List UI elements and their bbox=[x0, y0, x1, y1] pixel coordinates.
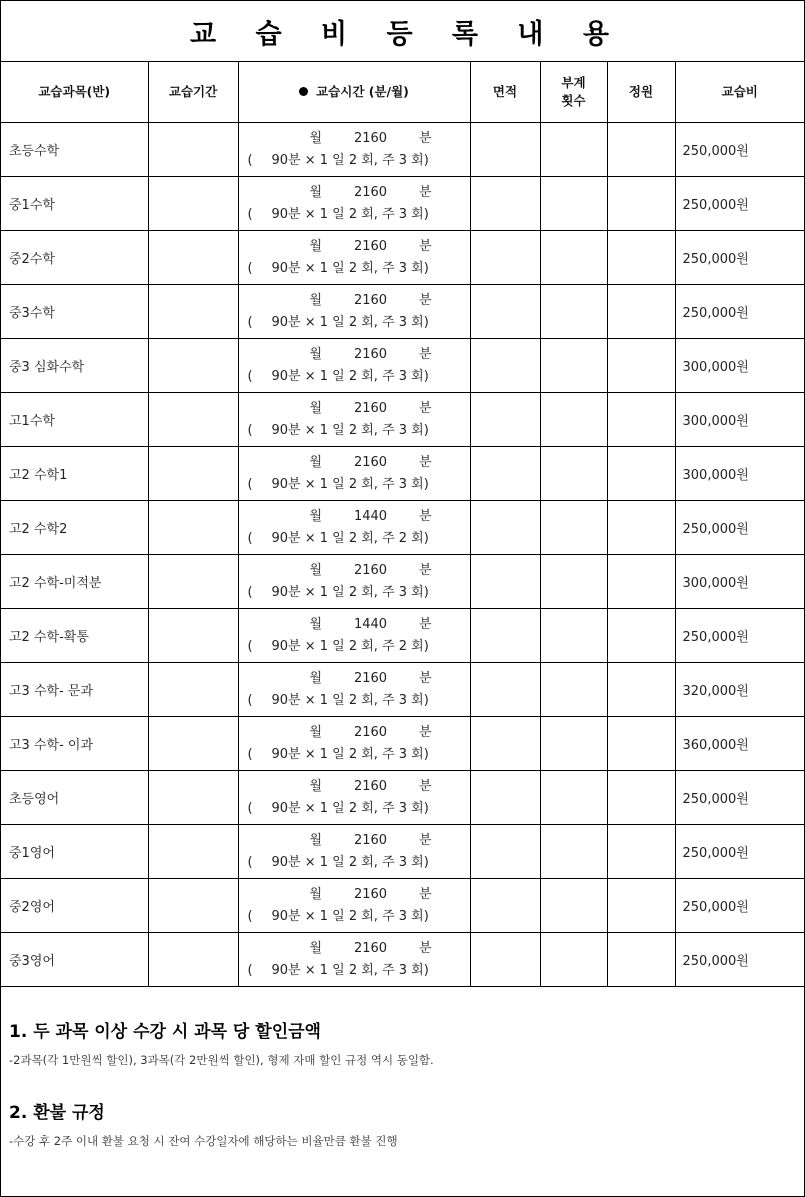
area-cell bbox=[470, 123, 540, 177]
area-cell bbox=[470, 555, 540, 609]
subject-cell: 고2 수학-확통 bbox=[1, 609, 148, 663]
minutes-value: 2160 bbox=[353, 886, 388, 902]
header-fee: 교습비 bbox=[675, 62, 804, 123]
month-label: 월 bbox=[309, 508, 323, 524]
minutes-value: 2160 bbox=[353, 346, 388, 362]
time-cell bbox=[238, 825, 470, 879]
minute-label: 분 bbox=[418, 454, 432, 470]
time-detail bbox=[248, 366, 464, 388]
period-cell bbox=[148, 717, 238, 771]
seats-cell bbox=[540, 771, 607, 825]
period-cell bbox=[148, 231, 238, 285]
time-cell bbox=[238, 393, 470, 447]
seats-cell bbox=[540, 177, 607, 231]
time-detail bbox=[248, 420, 464, 442]
minute-label: 분 bbox=[418, 184, 432, 200]
time-monthly bbox=[248, 830, 464, 852]
minutes-value: 2160 bbox=[353, 778, 388, 794]
fee-table bbox=[1, 62, 804, 987]
area-cell bbox=[470, 771, 540, 825]
header-subject: 교습과목(반) bbox=[1, 62, 148, 123]
area-cell bbox=[470, 231, 540, 285]
capacity-cell bbox=[607, 555, 675, 609]
capacity-cell bbox=[607, 339, 675, 393]
seats-cell bbox=[540, 393, 607, 447]
minute-label: 분 bbox=[418, 346, 432, 362]
area-cell bbox=[470, 663, 540, 717]
fee-cell: 250,000원 bbox=[675, 609, 804, 663]
header-period: 교습기간 bbox=[148, 62, 238, 123]
session-detail: 90분 × 1 일 2 회, 주 3 회) bbox=[271, 152, 429, 168]
seats-cell bbox=[540, 285, 607, 339]
subject-cell: 고1수학 bbox=[1, 393, 148, 447]
capacity-cell bbox=[607, 771, 675, 825]
header-seats-line2: 횟수 bbox=[561, 93, 586, 108]
time-monthly bbox=[248, 344, 464, 366]
time-cell bbox=[238, 717, 470, 771]
session-detail: 90분 × 1 일 2 회, 주 2 회) bbox=[271, 638, 429, 654]
seats-cell bbox=[540, 339, 607, 393]
month-label: 월 bbox=[309, 616, 323, 632]
time-detail bbox=[248, 474, 464, 496]
month-label: 월 bbox=[309, 400, 323, 416]
period-cell bbox=[148, 555, 238, 609]
minutes-value: 2160 bbox=[353, 562, 388, 578]
capacity-cell bbox=[607, 501, 675, 555]
seats-cell bbox=[540, 447, 607, 501]
table-row bbox=[1, 879, 804, 933]
month-label: 월 bbox=[309, 238, 323, 254]
time-cell bbox=[238, 447, 470, 501]
table-row bbox=[1, 933, 804, 987]
minutes-value: 2160 bbox=[353, 940, 388, 956]
fee-cell: 250,000원 bbox=[675, 177, 804, 231]
time-detail bbox=[248, 798, 464, 820]
area-cell bbox=[470, 447, 540, 501]
time-cell bbox=[238, 501, 470, 555]
month-label: 월 bbox=[309, 562, 323, 578]
table-row bbox=[1, 555, 804, 609]
time-detail bbox=[248, 960, 464, 982]
area-cell bbox=[470, 825, 540, 879]
minutes-value: 2160 bbox=[353, 400, 388, 416]
open-paren: ( bbox=[247, 800, 253, 816]
area-cell bbox=[470, 177, 540, 231]
area-cell bbox=[470, 393, 540, 447]
session-detail: 90분 × 1 일 2 회, 주 3 회) bbox=[271, 692, 429, 708]
fee-cell: 250,000원 bbox=[675, 123, 804, 177]
time-monthly bbox=[248, 290, 464, 312]
session-detail: 90분 × 1 일 2 회, 주 3 회) bbox=[271, 206, 429, 222]
capacity-cell bbox=[607, 123, 675, 177]
open-paren: ( bbox=[247, 152, 253, 168]
header-area: 면적 bbox=[470, 62, 540, 123]
capacity-cell bbox=[607, 879, 675, 933]
document-title: 교 습 비 등 록 내 용 bbox=[190, 18, 615, 50]
fee-cell: 320,000원 bbox=[675, 663, 804, 717]
time-cell bbox=[238, 123, 470, 177]
minute-label: 분 bbox=[418, 670, 432, 686]
minute-label: 분 bbox=[418, 778, 432, 794]
month-label: 월 bbox=[309, 832, 323, 848]
minute-label: 분 bbox=[418, 238, 432, 254]
period-cell bbox=[148, 933, 238, 987]
subject-cell: 중2수학 bbox=[1, 231, 148, 285]
time-detail bbox=[248, 690, 464, 712]
refund-text: -수강 후 2주 이내 환불 요청 시 잔여 수강일자에 해당하는 비율만큼 환불 진행 bbox=[9, 1134, 398, 1148]
fee-cell: 250,000원 bbox=[675, 879, 804, 933]
refund-heading: 2. 환불 규정 bbox=[9, 1103, 105, 1123]
fee-cell: 300,000원 bbox=[675, 393, 804, 447]
fee-cell: 300,000원 bbox=[675, 339, 804, 393]
time-cell bbox=[238, 879, 470, 933]
minute-label: 분 bbox=[418, 292, 432, 308]
subject-cell: 중3수학 bbox=[1, 285, 148, 339]
table-row bbox=[1, 771, 804, 825]
session-detail: 90분 × 1 일 2 회, 주 3 회) bbox=[271, 368, 429, 384]
minutes-value: 2160 bbox=[353, 238, 388, 254]
period-cell bbox=[148, 285, 238, 339]
period-cell bbox=[148, 501, 238, 555]
minute-label: 분 bbox=[418, 562, 432, 578]
minutes-value: 2160 bbox=[353, 724, 388, 740]
fee-cell: 250,000원 bbox=[675, 933, 804, 987]
time-cell bbox=[238, 933, 470, 987]
capacity-cell bbox=[607, 663, 675, 717]
capacity-cell bbox=[607, 447, 675, 501]
time-monthly bbox=[248, 722, 464, 744]
minute-label: 분 bbox=[418, 832, 432, 848]
table-row bbox=[1, 231, 804, 285]
seats-cell bbox=[540, 501, 607, 555]
area-cell bbox=[470, 501, 540, 555]
month-label: 월 bbox=[309, 130, 323, 146]
session-detail: 90분 × 1 일 2 회, 주 3 회) bbox=[271, 800, 429, 816]
time-detail bbox=[248, 744, 464, 766]
open-paren: ( bbox=[247, 422, 253, 438]
period-cell bbox=[148, 393, 238, 447]
open-paren: ( bbox=[247, 962, 253, 978]
subject-cell: 초등수학 bbox=[1, 123, 148, 177]
time-detail bbox=[248, 258, 464, 280]
session-detail: 90분 × 1 일 2 회, 주 3 회) bbox=[271, 584, 429, 600]
subject-cell: 고2 수학2 bbox=[1, 501, 148, 555]
subject-cell: 중1영어 bbox=[1, 825, 148, 879]
session-detail: 90분 × 1 일 2 회, 주 2 회) bbox=[271, 530, 429, 546]
minute-label: 분 bbox=[418, 130, 432, 146]
table-row bbox=[1, 339, 804, 393]
capacity-cell bbox=[607, 609, 675, 663]
minutes-value: 2160 bbox=[353, 184, 388, 200]
month-label: 월 bbox=[309, 940, 323, 956]
table-row bbox=[1, 825, 804, 879]
seats-cell bbox=[540, 663, 607, 717]
time-detail bbox=[248, 582, 464, 604]
time-monthly bbox=[248, 236, 464, 258]
seats-cell bbox=[540, 609, 607, 663]
table-row bbox=[1, 393, 804, 447]
month-label: 월 bbox=[309, 724, 323, 740]
time-monthly bbox=[248, 776, 464, 798]
subject-cell: 고3 수학- 문과 bbox=[1, 663, 148, 717]
table-row bbox=[1, 177, 804, 231]
minutes-value: 2160 bbox=[353, 130, 388, 146]
area-cell bbox=[470, 339, 540, 393]
session-detail: 90분 × 1 일 2 회, 주 3 회) bbox=[271, 746, 429, 762]
month-label: 월 bbox=[309, 454, 323, 470]
capacity-cell bbox=[607, 933, 675, 987]
minute-label: 분 bbox=[418, 940, 432, 956]
table-row bbox=[1, 447, 804, 501]
month-label: 월 bbox=[309, 346, 323, 362]
discount-heading: 1. 두 과목 이상 수강 시 과목 당 할인금액 bbox=[9, 1022, 321, 1042]
time-cell bbox=[238, 339, 470, 393]
area-cell bbox=[470, 285, 540, 339]
month-label: 월 bbox=[309, 292, 323, 308]
month-label: 월 bbox=[309, 778, 323, 794]
minutes-value: 2160 bbox=[353, 292, 388, 308]
area-cell bbox=[470, 933, 540, 987]
period-cell bbox=[148, 339, 238, 393]
session-detail: 90분 × 1 일 2 회, 주 3 회) bbox=[271, 422, 429, 438]
fee-cell: 300,000원 bbox=[675, 447, 804, 501]
seats-cell bbox=[540, 933, 607, 987]
table-row bbox=[1, 285, 804, 339]
open-paren: ( bbox=[247, 638, 253, 654]
fee-cell: 300,000원 bbox=[675, 555, 804, 609]
time-cell bbox=[238, 555, 470, 609]
time-cell bbox=[238, 663, 470, 717]
time-cell bbox=[238, 771, 470, 825]
month-label: 월 bbox=[309, 670, 323, 686]
time-cell bbox=[238, 609, 470, 663]
open-paren: ( bbox=[247, 530, 253, 546]
time-detail bbox=[248, 150, 464, 172]
period-cell bbox=[148, 771, 238, 825]
seats-cell bbox=[540, 555, 607, 609]
period-cell bbox=[148, 879, 238, 933]
header-seats bbox=[540, 62, 607, 123]
session-detail: 90분 × 1 일 2 회, 주 3 회) bbox=[271, 908, 429, 924]
minute-label: 분 bbox=[418, 616, 432, 632]
open-paren: ( bbox=[247, 584, 253, 600]
time-detail bbox=[248, 528, 464, 550]
time-monthly bbox=[248, 452, 464, 474]
month-label: 월 bbox=[309, 886, 323, 902]
minute-label: 분 bbox=[418, 508, 432, 524]
minutes-value: 1440 bbox=[353, 508, 388, 524]
fee-cell: 250,000원 bbox=[675, 501, 804, 555]
time-cell bbox=[238, 285, 470, 339]
open-paren: ( bbox=[247, 908, 253, 924]
period-cell bbox=[148, 825, 238, 879]
minute-label: 분 bbox=[418, 724, 432, 740]
open-paren: ( bbox=[247, 692, 253, 708]
seats-cell bbox=[540, 231, 607, 285]
capacity-cell bbox=[607, 231, 675, 285]
open-paren: ( bbox=[247, 314, 253, 330]
time-monthly bbox=[248, 506, 464, 528]
area-cell bbox=[470, 717, 540, 771]
time-monthly bbox=[248, 128, 464, 150]
capacity-cell bbox=[607, 393, 675, 447]
time-monthly bbox=[248, 182, 464, 204]
session-detail: 90분 × 1 일 2 회, 주 3 회) bbox=[271, 962, 429, 978]
minutes-value: 2160 bbox=[353, 670, 388, 686]
subject-cell: 고2 수학-미적분 bbox=[1, 555, 148, 609]
open-paren: ( bbox=[247, 854, 253, 870]
session-detail: 90분 × 1 일 2 회, 주 3 회) bbox=[271, 854, 429, 870]
time-cell bbox=[238, 177, 470, 231]
subject-cell: 중3영어 bbox=[1, 933, 148, 987]
header-time-label: 교습시간 (분/월) bbox=[316, 83, 409, 99]
subject-cell: 중1수학 bbox=[1, 177, 148, 231]
time-detail bbox=[248, 636, 464, 658]
open-paren: ( bbox=[247, 260, 253, 276]
table-row bbox=[1, 717, 804, 771]
subject-cell: 초등영어 bbox=[1, 771, 148, 825]
table-header-row bbox=[1, 62, 804, 123]
time-monthly bbox=[248, 614, 464, 636]
bullet-icon bbox=[299, 87, 308, 96]
open-paren: ( bbox=[247, 206, 253, 222]
discount-text: -2과목(각 1만원씩 할인), 3과목(각 2만원씩 할인), 형제 자매 할인 규정 역시 동일함. bbox=[9, 1053, 434, 1067]
header-time bbox=[238, 62, 470, 123]
capacity-cell bbox=[607, 825, 675, 879]
table-row bbox=[1, 123, 804, 177]
table-row bbox=[1, 501, 804, 555]
session-detail: 90분 × 1 일 2 회, 주 3 회) bbox=[271, 476, 429, 492]
open-paren: ( bbox=[247, 368, 253, 384]
title-bar bbox=[1, 1, 804, 62]
time-monthly bbox=[248, 938, 464, 960]
time-detail bbox=[248, 852, 464, 874]
period-cell bbox=[148, 609, 238, 663]
seats-cell bbox=[540, 879, 607, 933]
time-monthly bbox=[248, 398, 464, 420]
table-row bbox=[1, 663, 804, 717]
area-cell bbox=[470, 879, 540, 933]
minutes-value: 1440 bbox=[353, 616, 388, 632]
period-cell bbox=[148, 123, 238, 177]
time-detail bbox=[248, 204, 464, 226]
header-seats-line1: 부계 bbox=[561, 74, 586, 90]
session-detail: 90분 × 1 일 2 회, 주 3 회) bbox=[271, 314, 429, 330]
minutes-value: 2160 bbox=[353, 832, 388, 848]
notes-section bbox=[1, 987, 804, 1149]
subject-cell: 고2 수학1 bbox=[1, 447, 148, 501]
fee-cell: 360,000원 bbox=[675, 717, 804, 771]
month-label: 월 bbox=[309, 184, 323, 200]
fee-cell: 250,000원 bbox=[675, 825, 804, 879]
seats-cell bbox=[540, 825, 607, 879]
time-detail bbox=[248, 312, 464, 334]
subject-cell: 중2영어 bbox=[1, 879, 148, 933]
open-paren: ( bbox=[247, 746, 253, 762]
period-cell bbox=[148, 177, 238, 231]
capacity-cell bbox=[607, 285, 675, 339]
period-cell bbox=[148, 447, 238, 501]
table-row bbox=[1, 609, 804, 663]
fee-cell: 250,000원 bbox=[675, 231, 804, 285]
area-cell bbox=[470, 609, 540, 663]
fee-cell: 250,000원 bbox=[675, 771, 804, 825]
session-detail: 90분 × 1 일 2 회, 주 3 회) bbox=[271, 260, 429, 276]
time-detail bbox=[248, 906, 464, 928]
capacity-cell bbox=[607, 717, 675, 771]
seats-cell bbox=[540, 123, 607, 177]
time-cell bbox=[238, 231, 470, 285]
subject-cell: 고3 수학- 이과 bbox=[1, 717, 148, 771]
time-monthly bbox=[248, 668, 464, 690]
capacity-cell bbox=[607, 177, 675, 231]
period-cell bbox=[148, 663, 238, 717]
minute-label: 분 bbox=[418, 886, 432, 902]
fee-cell: 250,000원 bbox=[675, 285, 804, 339]
header-capacity: 정원 bbox=[607, 62, 675, 123]
time-monthly bbox=[248, 884, 464, 906]
minutes-value: 2160 bbox=[353, 454, 388, 470]
minute-label: 분 bbox=[418, 400, 432, 416]
seats-cell bbox=[540, 717, 607, 771]
subject-cell: 중3 심화수학 bbox=[1, 339, 148, 393]
time-monthly bbox=[248, 560, 464, 582]
open-paren: ( bbox=[247, 476, 253, 492]
